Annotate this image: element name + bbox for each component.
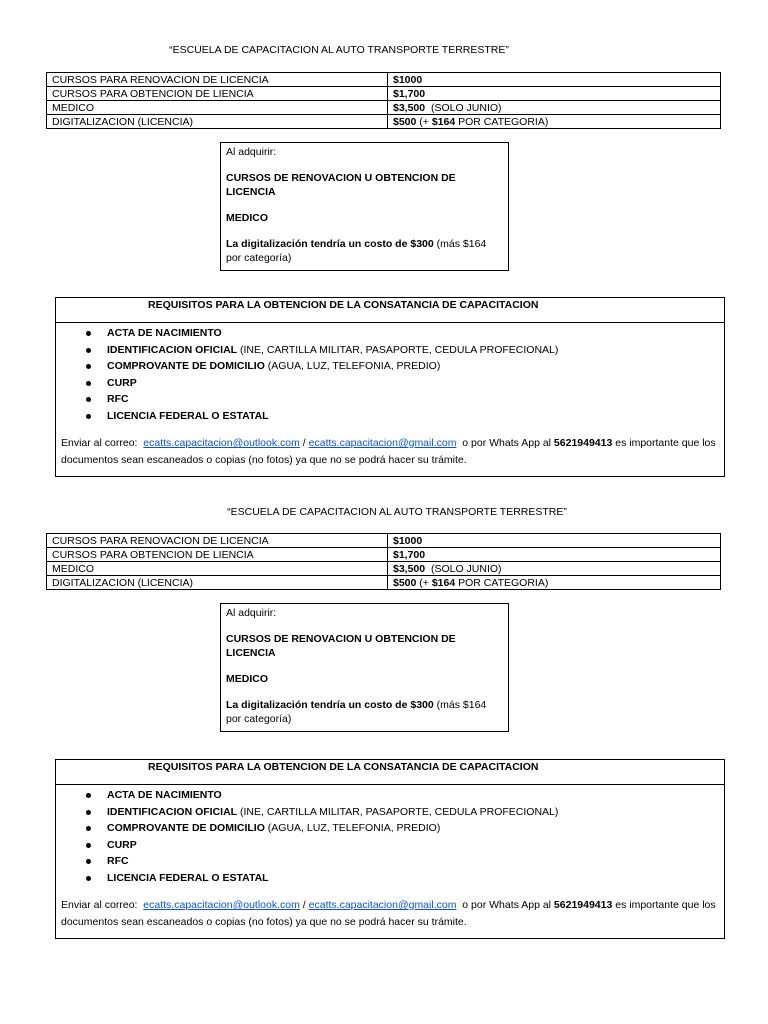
send-prefix: Enviar al correo: [61,437,144,449]
email-link-gmail[interactable]: ecatts.capacitacion@gmail.com [308,437,457,449]
list-item [86,358,724,375]
list-item [86,804,724,821]
bullet-icon [86,826,91,831]
course-price: $1000 [388,534,721,548]
course-name: MEDICO [47,562,388,576]
course-price-cell [388,562,721,576]
phone-number: 5621949413 [553,437,613,449]
course-name: CURSOS PARA RENOVACION DE LICENCIA [47,73,388,87]
price-note: (+ [416,576,432,589]
requirement-detail: (AGUA, LUZ, TELEFONIA, PREDIO) [264,360,441,372]
digital-note: (más $164 por categoría) [226,238,487,264]
list-item [86,853,724,870]
requirement-name: IDENTIFICACION OFICIAL [107,343,238,356]
course-price: $1,700 [388,87,721,101]
send-instructions [61,897,721,931]
whatsapp-text: o por Whats App al [456,437,554,449]
adquirir-digital [226,237,498,265]
course-price: $3,500 [393,101,426,114]
price-note: POR CATEGORIA) [455,115,549,128]
requirements-heading: REQUISITOS PARA LA OBTENCION DE LA CONSATANCIA DE CAPACITACION [56,760,724,785]
adquirir-box [220,142,509,271]
table-row [47,576,721,590]
requirement-name: LICENCIA FEDERAL O ESTATAL [107,409,269,422]
email-separator: / [299,899,309,911]
table-row [47,534,721,548]
course-price: $1,700 [388,548,721,562]
send-instructions [61,435,721,469]
requirements-list [56,325,724,424]
list-item [86,342,724,359]
send-note: es importante que los documentos sean escaneados o copias (no fotos) ya que no se podrá hacer su trámite. [61,437,716,466]
table-row [47,101,721,115]
list-item [86,325,724,342]
course-name: DIGITALIZACION (LICENCIA) [47,576,388,590]
course-price: $500 [393,115,417,128]
price-note: (SOLO JUNIO) [425,562,502,575]
requirement-detail: (AGUA, LUZ, TELEFONIA, PREDIO) [264,822,441,834]
requirements-heading: REQUISITOS PARA LA OBTENCION DE LA CONSATANCIA DE CAPACITACION [56,298,724,323]
price-table [46,533,721,590]
course-name: CURSOS PARA OBTENCION DE LIENCIA [47,548,388,562]
list-item [86,837,724,854]
table-row [47,73,721,87]
table-row [47,115,721,129]
adquirir-intro: Al adquirir: [226,607,277,619]
course-price-cell [388,101,721,115]
course-name: CURSOS PARA OBTENCION DE LIENCIA [47,87,388,101]
requirement-name: ACTA DE NACIMIENTO [107,327,222,339]
course-name: MEDICO [47,101,388,115]
email-link-outlook[interactable]: ecatts.capacitacion@outlook.com [143,437,300,449]
list-item [86,820,724,837]
adquirir-course: CURSOS DE RENOVACION U OBTENCION DE LICENCIA [226,172,456,198]
course-price: $3,500 [393,562,426,575]
adquirir-medico: MEDICO [226,212,268,224]
bullet-icon [86,414,91,419]
digital-note: (más $164 por categoría) [226,699,487,725]
table-row [47,87,721,101]
list-item [86,391,724,408]
requirement-name: CURP [107,838,137,851]
price-note: (SOLO JUNIO) [425,101,502,114]
requirement-name: RFC [107,855,129,867]
table-row [47,548,721,562]
requirement-name: CURP [107,376,137,389]
course-name: DIGITALIZACION (LICENCIA) [47,115,388,129]
price-table [46,72,721,129]
list-item [86,375,724,392]
adquirir-intro: Al adquirir: [226,146,277,158]
bullet-icon [86,859,91,864]
bullet-icon [86,876,91,881]
requirements-box [55,759,725,939]
requirement-name: RFC [107,393,129,405]
send-prefix: Enviar al correo: [61,899,144,911]
bullet-icon [86,381,91,386]
course-price: $1000 [388,73,721,87]
price-note-amount: $164 [431,115,456,128]
whatsapp-text: o por Whats App al [456,899,554,911]
requirement-name: IDENTIFICACION OFICIAL [107,805,238,818]
list-item [86,870,724,887]
course-price-cell [388,576,721,590]
course-price-cell [388,115,721,129]
requirement-name: LICENCIA FEDERAL O ESTATAL [107,871,269,884]
email-link-gmail[interactable]: ecatts.capacitacion@gmail.com [308,899,457,911]
bullet-icon [86,397,91,402]
requirement-name: COMPROVANTE DE DOMICILIO [107,360,265,372]
adquirir-box [220,603,509,732]
phone-number: 5621949413 [553,899,613,911]
document-title: “ESCUELA DE CAPACITACION AL AUTO TRANSPORTE TERRESTRE” [227,506,567,518]
send-note: es importante que los documentos sean escaneados o copias (no fotos) ya que no se podrá hacer su trámite. [61,899,716,928]
adquirir-course: CURSOS DE RENOVACION U OBTENCION DE LICENCIA [226,633,456,659]
bullet-icon [86,331,91,336]
bullet-icon [86,810,91,815]
requirements-box [55,297,725,477]
requirement-name: ACTA DE NACIMIENTO [107,789,222,801]
requirements-list [56,787,724,886]
bullet-icon [86,843,91,848]
email-separator: / [299,437,309,449]
adquirir-medico: MEDICO [226,673,268,685]
digital-cost: La digitalización tendría un costo de $300 [226,238,434,250]
bullet-icon [86,348,91,353]
requirement-name: COMPROVANTE DE DOMICILIO [107,822,265,834]
table-row [47,562,721,576]
price-note: (+ [416,115,432,128]
bullet-icon [86,793,91,798]
course-price: $500 [393,576,417,589]
price-note: POR CATEGORIA) [455,576,549,589]
document-title: “ESCUELA DE CAPACITACION AL AUTO TRANSPORTE TERRESTRE” [169,44,509,56]
list-item [86,408,724,425]
adquirir-digital [226,698,498,726]
requirement-detail: (INE, CARTILLA MILITAR, PASAPORTE, CEDULA PROFECIONAL) [237,805,559,818]
list-item [86,787,724,804]
price-note-amount: $164 [431,576,456,589]
course-name: CURSOS PARA RENOVACION DE LICENCIA [47,534,388,548]
requirement-detail: (INE, CARTILLA MILITAR, PASAPORTE, CEDULA PROFECIONAL) [237,343,559,356]
bullet-icon [86,364,91,369]
digital-cost: La digitalización tendría un costo de $300 [226,699,434,711]
email-link-outlook[interactable]: ecatts.capacitacion@outlook.com [143,899,300,911]
